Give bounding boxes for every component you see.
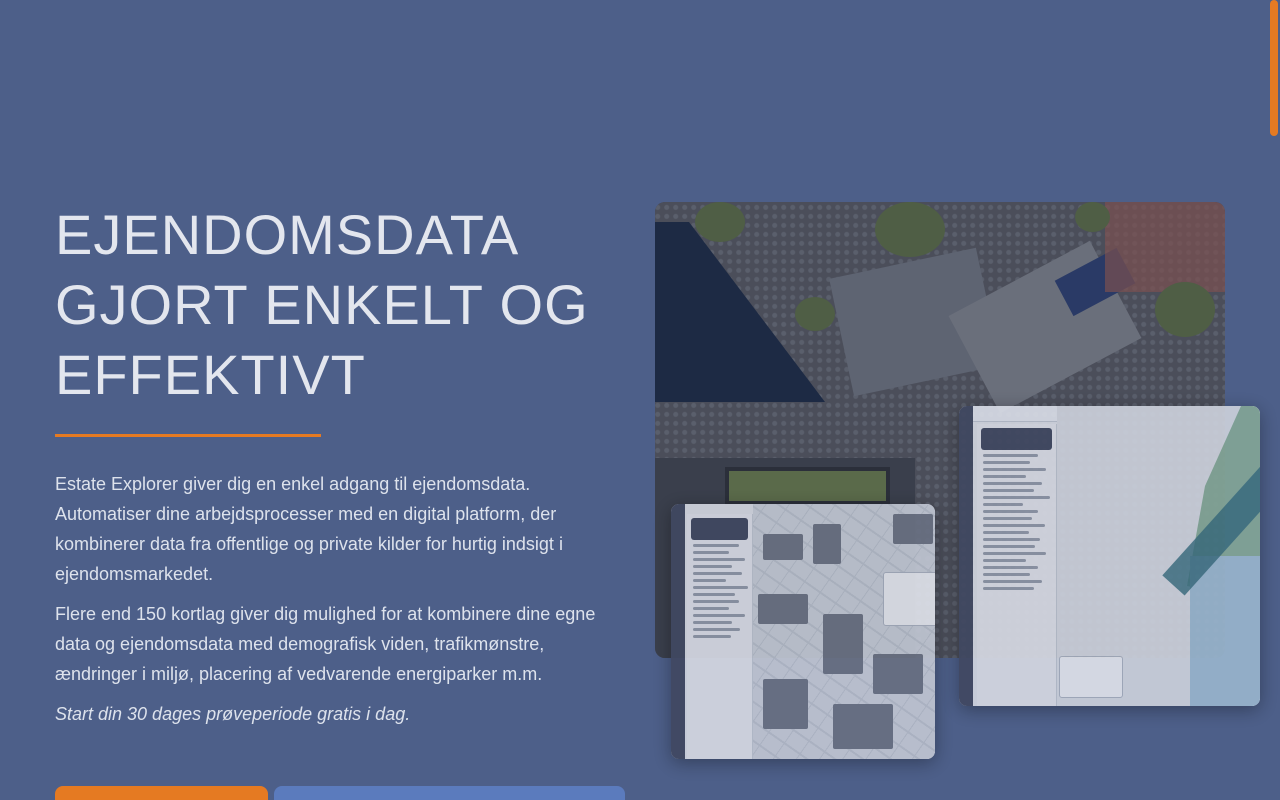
headline-line-3: EFFEKTIVT (55, 343, 366, 406)
info-popup (883, 572, 935, 626)
accent-divider (55, 434, 321, 437)
layers-panel (687, 514, 753, 759)
hero-paragraph-1: Estate Explorer giver dig en enkel adgang til ejendomsdata. Automatiser dine arbejdsprocesser med en digital platform, der kombinerer data fra offentlige og private kilder for hurtig indsigt i ejendomsmarkedet. (55, 474, 563, 584)
hero-section (55, 200, 625, 739)
secondary-cta-button[interactable] (274, 786, 625, 800)
scrollbar-thumb[interactable] (1270, 0, 1278, 136)
trial-cta-text: Start din 30 dages prøveperiode gratis i dag. (55, 704, 411, 724)
map-legend (1059, 656, 1123, 698)
app-screenshot-3d-buildings (671, 504, 935, 759)
map-view (753, 504, 935, 759)
headline-line-1: EJENDOMSDATA (55, 203, 520, 266)
app-screenshot-map-layers (959, 406, 1260, 706)
hero-headline (55, 200, 625, 410)
hero-buttons (55, 786, 625, 800)
hero-body (55, 469, 625, 729)
primary-cta-button[interactable] (55, 786, 268, 800)
hero-paragraph-2: Flere end 150 kortlag giver dig mulighed for at kombinere dine egne data og ejendomsdata med demografisk viden, trafikmønstre, ændringer i miljø, placering af vedvarende energiparker m.m. (55, 604, 596, 684)
layers-panel (977, 424, 1057, 706)
headline-line-2: GJORT ENKELT OG (55, 273, 589, 336)
